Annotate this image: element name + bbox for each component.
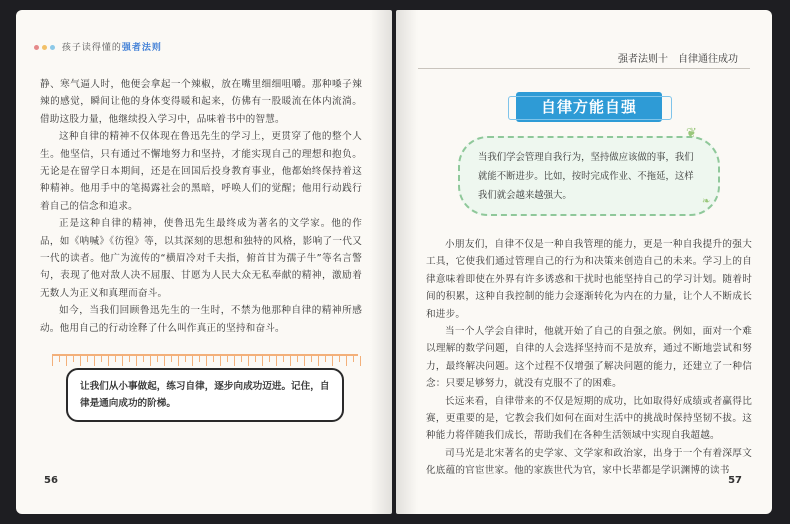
callout-box xyxy=(52,354,358,424)
ruler-tick xyxy=(87,356,88,362)
ruler-tick xyxy=(353,356,354,362)
ruler-tick xyxy=(136,356,137,366)
series-title: 孩子读得懂的强者法则 xyxy=(34,40,162,53)
paragraph: 静、寒气逼人时，他便会拿起一个辣椒，放在嘴里细细咀嚼。那种嗓子辣辣的感觉，瞬间让他的身体变得暖和起来，仿佛有一股暖流在体内流淌。借助这股力量，他继续投入学习中，品味着书中的智慧。 xyxy=(40,79,362,125)
header-divider xyxy=(418,68,750,69)
paragraph: 小朋友们，自律不仅是一种自我管理的能力，更是一种自我提升的强大工具，它使我们通过管理自己的行为和决策来创造自己的未来。学习上的自律意味着即使在外界有许多诱惑和干扰时也能坚持自己的学习计划。随着时间的积累，这种自我控制的能力会逐渐转化为内在的力量，让个人不断成长和进步。 xyxy=(426,239,752,320)
ruler-tick xyxy=(199,356,200,362)
ruler-tick xyxy=(59,356,60,362)
ruler-tick xyxy=(94,356,95,366)
page-number: 57 xyxy=(728,475,742,486)
ruler-tick xyxy=(311,356,312,362)
ruler-tick xyxy=(304,356,305,366)
ruler-tick xyxy=(171,356,172,362)
quote-box xyxy=(458,136,720,216)
left-page xyxy=(16,10,392,514)
ruler-tick xyxy=(241,356,242,362)
page-number: 56 xyxy=(44,475,58,486)
ruler-tick xyxy=(234,356,235,366)
dot-icon xyxy=(42,45,47,50)
ruler-tick xyxy=(227,356,228,362)
ruler-tick xyxy=(325,356,326,362)
ruler-tick xyxy=(164,356,165,366)
ruler-tick xyxy=(143,356,144,362)
ruler-tick xyxy=(150,356,151,366)
ruler-tick xyxy=(213,356,214,362)
leaf-icon: ❦ xyxy=(686,126,697,141)
ruler-tick xyxy=(129,356,130,362)
paragraph: 当一个人学会自律时，他就开始了自己的自强之旅。例如，面对一个难以理解的数学问题，自律的人会选择坚持而不是放弃，通过不断地尝试和努力，最终解决问题。这个过程不仅增强了解决问题的能力，还建立了一种信念：只要足够努力，就没有克服不了的困难。 xyxy=(426,326,752,390)
section-title: 自律方能自强 xyxy=(516,92,662,122)
ruler-tick xyxy=(339,356,340,362)
left-body xyxy=(40,76,362,337)
ruler-tick xyxy=(255,356,256,362)
ruler-tick xyxy=(346,356,347,366)
ruler-tick xyxy=(122,356,123,366)
ruler-tick xyxy=(115,356,116,362)
ruler-tick xyxy=(73,356,74,362)
ruler-tick xyxy=(101,356,102,362)
ruler-tick xyxy=(108,356,109,366)
ruler-tick xyxy=(262,356,263,366)
right-body xyxy=(426,236,752,480)
paragraph: 正是这种自律的精神，使鲁迅先生最终成为著名的文学家。他的作品，如《呐喊》《彷徨》等，以其深刻的思想和独特的风格，影响了一代又一代的读者。他广为流传的“横眉冷对千夫指，俯首甘为孺子牛”等名言警句，表现了他对敌人决不屈服、甘愿为人民大众无私奉献的精神，激励着无数人为正义和真理而奋斗。 xyxy=(40,218,362,299)
ruler-tick xyxy=(206,356,207,366)
ruler-tick xyxy=(332,356,333,366)
right-page xyxy=(396,10,772,514)
ruler-tick xyxy=(185,356,186,362)
ruler-decoration xyxy=(52,354,358,368)
dot-icon xyxy=(50,45,55,50)
ruler-tick xyxy=(283,356,284,362)
ruler-tick xyxy=(297,356,298,362)
paragraph: 长远来看，自律带来的不仅是短期的成功，比如取得好成绩或者赢得比赛，更重要的是，它教会我们如何在面对生活中的挑战时保持坚韧不拔。这种能力将伴随我们成长，帮助我们在各种生活领域中实现自我超越。 xyxy=(426,395,752,442)
book-spread xyxy=(16,10,774,514)
ruler-tick xyxy=(248,356,249,366)
paragraph: 如今，当我们回顾鲁迅先生的一生时，不禁为他那种自律的精神所感动。他用自己的行动诠释了什么叫作真正的坚持和奋斗。 xyxy=(40,305,362,334)
chapter-title: 强者法则十 自律通往成功 xyxy=(618,54,738,65)
ruler-tick xyxy=(276,356,277,366)
ruler-tick xyxy=(360,356,361,366)
ruler-tick xyxy=(80,356,81,366)
ruler-tick xyxy=(192,356,193,366)
ruler-tick xyxy=(220,356,221,366)
quote-text: 当我们学会管理自我行为，坚持做应该做的事，我们就能不断进步。比如，按时完成作业、不拖延，这样我们就会越来越强大。 xyxy=(478,152,694,201)
leaf-icon: ❧ xyxy=(702,196,711,207)
ruler-tick xyxy=(52,356,53,366)
ruler-tick xyxy=(66,356,67,366)
ruler-tick xyxy=(269,356,270,362)
ruler-tick xyxy=(290,356,291,366)
paragraph: 这种自律的精神不仅体现在鲁迅先生的学习上，更贯穿了他的整个人生。他坚信，只有通过不懈地努力和坚持，才能实现自己的理想和抱负。无论是在留学日本期间，还是在回国后投身教育事业，他都始终保持着这种精神。他用手中的笔揭露社会的黑暗，呼唤人们的觉醒；他用行动践行着自己的信念和追求。 xyxy=(40,131,362,212)
ruler-tick xyxy=(157,356,158,362)
ruler-tick xyxy=(178,356,179,366)
paragraph: 司马光是北宋著名的史学家、文学家和政治家，出身于一个有着深厚文化底蕴的官宦世家。他的家族世代为官，家中长辈都是学识渊博的读书 xyxy=(426,447,752,477)
ruler-tick xyxy=(318,356,319,366)
callout-text: 让我们从小事做起，练习自律，逐步向成功迈进。记住，自律是通向成功的阶梯。 xyxy=(66,368,344,422)
dot-icon xyxy=(34,45,39,50)
